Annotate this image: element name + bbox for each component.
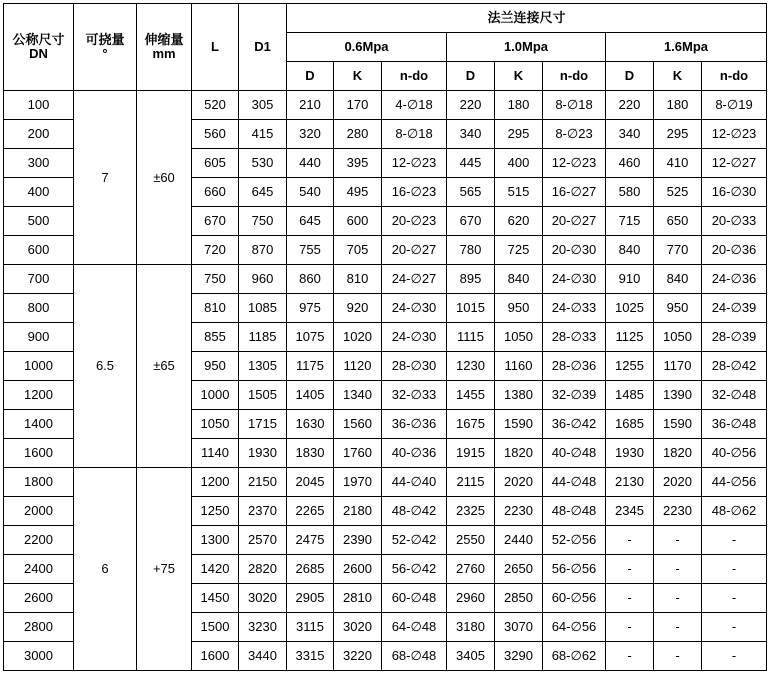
cell-d1: 1930 [239, 439, 287, 468]
cell-ndo-0-6: 16-∅23 [382, 178, 447, 207]
cell-k-1-6: 410 [654, 149, 702, 178]
header-sub-ndo: n-do [543, 62, 606, 91]
cell-k-1-0: 2850 [495, 584, 543, 613]
cell-ndo-1-0: 52-∅56 [543, 526, 606, 555]
cell-ndo-0-6: 20-∅23 [382, 207, 447, 236]
cell-dn: 1600 [4, 439, 74, 468]
cell-k-1-0: 400 [495, 149, 543, 178]
cell-d-1-6: 2345 [606, 497, 654, 526]
cell-l: 520 [192, 91, 239, 120]
header-pressure-1-6: 1.6Mpa [606, 33, 767, 62]
cell-k-1-0: 1380 [495, 381, 543, 410]
cell-d-1-6: 1125 [606, 323, 654, 352]
header-angle-unit: ° [102, 46, 108, 61]
cell-d1: 3230 [239, 613, 287, 642]
cell-dn: 2400 [4, 555, 74, 584]
cell-k-1-0: 840 [495, 265, 543, 294]
cell-k-1-6: 2230 [654, 497, 702, 526]
cell-d1: 2370 [239, 497, 287, 526]
cell-k-1-6: 1590 [654, 410, 702, 439]
cell-d-1-0: 2325 [447, 497, 495, 526]
cell-k-1-6: - [654, 642, 702, 671]
cell-k-1-6: 295 [654, 120, 702, 149]
cell-k-1-0: 515 [495, 178, 543, 207]
cell-d-0-6: 2045 [287, 468, 334, 497]
cell-k-1-0: 1820 [495, 439, 543, 468]
table-row [4, 468, 767, 497]
cell-d1: 1305 [239, 352, 287, 381]
cell-k-1-0: 1160 [495, 352, 543, 381]
cell-d-1-6: 1485 [606, 381, 654, 410]
cell-ndo-0-6: 60-∅48 [382, 584, 447, 613]
cell-d1: 2820 [239, 555, 287, 584]
cell-k-1-6: 650 [654, 207, 702, 236]
cell-ndo-1-0: 64-∅56 [543, 613, 606, 642]
table-row [4, 91, 767, 120]
cell-l: 1200 [192, 468, 239, 497]
cell-ndo-1-0: 28-∅36 [543, 352, 606, 381]
cell-l: 1450 [192, 584, 239, 613]
cell-d-1-0: 340 [447, 120, 495, 149]
cell-l: 660 [192, 178, 239, 207]
cell-d1: 3440 [239, 642, 287, 671]
cell-k-1-6: - [654, 584, 702, 613]
cell-stretch: +75 [137, 468, 192, 671]
cell-l: 1600 [192, 642, 239, 671]
cell-k-1-6: 1170 [654, 352, 702, 381]
header-flange: 法兰连接尺寸 [287, 4, 767, 33]
cell-l: 1140 [192, 439, 239, 468]
cell-d-1-6: 580 [606, 178, 654, 207]
cell-k-1-0: 2020 [495, 468, 543, 497]
cell-l: 720 [192, 236, 239, 265]
cell-dn: 200 [4, 120, 74, 149]
cell-dn: 800 [4, 294, 74, 323]
cell-ndo-1-0: 36-∅42 [543, 410, 606, 439]
cell-dn: 1200 [4, 381, 74, 410]
cell-d-1-0: 445 [447, 149, 495, 178]
cell-dn: 600 [4, 236, 74, 265]
header-sub-k: K [495, 62, 543, 91]
cell-ndo-1-0: 28-∅33 [543, 323, 606, 352]
cell-ndo-1-6: 24-∅36 [702, 265, 767, 294]
header-angle [74, 4, 137, 91]
cell-d-1-0: 2550 [447, 526, 495, 555]
cell-d-1-0: 220 [447, 91, 495, 120]
cell-d-0-6: 2475 [287, 526, 334, 555]
cell-stretch: ±60 [137, 91, 192, 265]
cell-d-1-6: - [606, 526, 654, 555]
cell-d1: 2570 [239, 526, 287, 555]
cell-ndo-1-6: 12-∅27 [702, 149, 767, 178]
cell-ndo-0-6: 32-∅33 [382, 381, 447, 410]
cell-k-1-0: 1590 [495, 410, 543, 439]
cell-ndo-0-6: 68-∅48 [382, 642, 447, 671]
cell-d-1-0: 3405 [447, 642, 495, 671]
cell-angle: 6.5 [74, 265, 137, 468]
cell-ndo-0-6: 64-∅48 [382, 613, 447, 642]
cell-dn: 100 [4, 91, 74, 120]
header-stretch-unit: mm [152, 46, 176, 61]
cell-l: 670 [192, 207, 239, 236]
header-pressure-1-0: 1.0Mpa [447, 33, 606, 62]
cell-ndo-0-6: 24-∅27 [382, 265, 447, 294]
cell-k-0-6: 920 [334, 294, 382, 323]
cell-d-1-0: 3180 [447, 613, 495, 642]
cell-ndo-1-0: 56-∅56 [543, 555, 606, 584]
cell-ndo-1-0: 32-∅39 [543, 381, 606, 410]
header-stretch [137, 4, 192, 91]
cell-d-0-6: 440 [287, 149, 334, 178]
cell-k-1-6: - [654, 613, 702, 642]
cell-ndo-1-6: - [702, 584, 767, 613]
cell-d-1-6: - [606, 642, 654, 671]
cell-d-0-6: 210 [287, 91, 334, 120]
cell-ndo-0-6: 28-∅30 [382, 352, 447, 381]
cell-ndo-0-6: 24-∅30 [382, 323, 447, 352]
cell-k-0-6: 600 [334, 207, 382, 236]
cell-k-1-6: 2020 [654, 468, 702, 497]
cell-k-0-6: 3020 [334, 613, 382, 642]
header-sub-d: D [447, 62, 495, 91]
cell-d-1-0: 670 [447, 207, 495, 236]
cell-ndo-1-6: 12-∅23 [702, 120, 767, 149]
cell-dn: 300 [4, 149, 74, 178]
cell-k-0-6: 3220 [334, 642, 382, 671]
cell-d-1-6: 715 [606, 207, 654, 236]
cell-d-0-6: 320 [287, 120, 334, 149]
cell-d1: 870 [239, 236, 287, 265]
cell-d1: 415 [239, 120, 287, 149]
cell-k-1-0: 2230 [495, 497, 543, 526]
cell-angle: 7 [74, 91, 137, 265]
header-angle-label: 可挠量 [85, 32, 125, 47]
header-dn-label: 公称尺寸 [12, 32, 65, 47]
cell-k-1-0: 295 [495, 120, 543, 149]
cell-k-1-0: 2440 [495, 526, 543, 555]
cell-k-1-0: 950 [495, 294, 543, 323]
cell-k-0-6: 1760 [334, 439, 382, 468]
header-sub-d: D [287, 62, 334, 91]
cell-k-1-6: - [654, 526, 702, 555]
header-l: L [192, 4, 239, 91]
header-row-1 [4, 4, 767, 33]
cell-ndo-1-0: 44-∅48 [543, 468, 606, 497]
cell-k-1-6: 180 [654, 91, 702, 120]
cell-d1: 1715 [239, 410, 287, 439]
cell-stretch: ±65 [137, 265, 192, 468]
cell-d-0-6: 1830 [287, 439, 334, 468]
cell-ndo-1-6: - [702, 555, 767, 584]
cell-d1: 1185 [239, 323, 287, 352]
cell-k-0-6: 810 [334, 265, 382, 294]
cell-d-1-6: 910 [606, 265, 654, 294]
cell-ndo-1-0: 8-∅18 [543, 91, 606, 120]
cell-d1: 645 [239, 178, 287, 207]
cell-ndo-1-0: 20-∅27 [543, 207, 606, 236]
cell-k-0-6: 1560 [334, 410, 382, 439]
cell-d-1-6: 340 [606, 120, 654, 149]
cell-k-0-6: 395 [334, 149, 382, 178]
cell-k-0-6: 1020 [334, 323, 382, 352]
cell-d-1-6: 220 [606, 91, 654, 120]
cell-l: 1420 [192, 555, 239, 584]
cell-d1: 530 [239, 149, 287, 178]
cell-d-0-6: 975 [287, 294, 334, 323]
cell-ndo-0-6: 20-∅27 [382, 236, 447, 265]
cell-d-1-6: 840 [606, 236, 654, 265]
cell-d-0-6: 755 [287, 236, 334, 265]
cell-d1: 305 [239, 91, 287, 120]
cell-l: 605 [192, 149, 239, 178]
cell-k-0-6: 2600 [334, 555, 382, 584]
cell-k-0-6: 1970 [334, 468, 382, 497]
cell-d-1-0: 895 [447, 265, 495, 294]
cell-ndo-1-6: 28-∅39 [702, 323, 767, 352]
cell-d-1-6: 1025 [606, 294, 654, 323]
cell-d-1-0: 1675 [447, 410, 495, 439]
header-d1: D1 [239, 4, 287, 91]
header-sub-ndo: n-do [382, 62, 447, 91]
cell-ndo-0-6: 24-∅30 [382, 294, 447, 323]
cell-k-1-6: 1390 [654, 381, 702, 410]
cell-k-1-0: 1050 [495, 323, 543, 352]
cell-ndo-1-0: 48-∅48 [543, 497, 606, 526]
cell-k-1-6: 525 [654, 178, 702, 207]
cell-d-0-6: 2265 [287, 497, 334, 526]
cell-dn: 2600 [4, 584, 74, 613]
header-dn [4, 4, 74, 91]
cell-dn: 2000 [4, 497, 74, 526]
cell-d-1-0: 2115 [447, 468, 495, 497]
cell-ndo-0-6: 52-∅42 [382, 526, 447, 555]
cell-ndo-1-6: - [702, 526, 767, 555]
cell-k-1-0: 3070 [495, 613, 543, 642]
cell-ndo-0-6: 44-∅40 [382, 468, 447, 497]
cell-ndo-0-6: 12-∅23 [382, 149, 447, 178]
cell-dn: 1000 [4, 352, 74, 381]
cell-dn: 500 [4, 207, 74, 236]
cell-ndo-1-6: 44-∅56 [702, 468, 767, 497]
cell-k-1-0: 2650 [495, 555, 543, 584]
cell-dn: 900 [4, 323, 74, 352]
cell-d-0-6: 1075 [287, 323, 334, 352]
cell-k-0-6: 705 [334, 236, 382, 265]
cell-d-1-0: 1115 [447, 323, 495, 352]
cell-dn: 1800 [4, 468, 74, 497]
cell-dn: 700 [4, 265, 74, 294]
cell-d-0-6: 3115 [287, 613, 334, 642]
cell-dn: 1400 [4, 410, 74, 439]
cell-d-1-6: 1930 [606, 439, 654, 468]
cell-ndo-1-0: 16-∅27 [543, 178, 606, 207]
cell-ndo-1-0: 24-∅33 [543, 294, 606, 323]
cell-ndo-1-0: 24-∅30 [543, 265, 606, 294]
header-sub-k: K [654, 62, 702, 91]
cell-d-1-0: 565 [447, 178, 495, 207]
cell-k-1-6: 770 [654, 236, 702, 265]
cell-ndo-1-6: 20-∅36 [702, 236, 767, 265]
cell-d-1-0: 1230 [447, 352, 495, 381]
cell-k-1-0: 725 [495, 236, 543, 265]
cell-ndo-0-6: 40-∅36 [382, 439, 447, 468]
cell-k-0-6: 1340 [334, 381, 382, 410]
cell-d-1-6: 1685 [606, 410, 654, 439]
cell-d-1-0: 1015 [447, 294, 495, 323]
cell-ndo-1-6: 40-∅56 [702, 439, 767, 468]
cell-dn: 400 [4, 178, 74, 207]
cell-d1: 1085 [239, 294, 287, 323]
cell-k-1-6: 840 [654, 265, 702, 294]
cell-d-1-6: 460 [606, 149, 654, 178]
cell-ndo-0-6: 56-∅42 [382, 555, 447, 584]
cell-d1: 3020 [239, 584, 287, 613]
cell-d-1-0: 780 [447, 236, 495, 265]
cell-ndo-1-6: - [702, 613, 767, 642]
cell-d-1-6: - [606, 555, 654, 584]
cell-d-0-6: 645 [287, 207, 334, 236]
header-sub-k: K [334, 62, 382, 91]
header-sub-d: D [606, 62, 654, 91]
cell-k-0-6: 1120 [334, 352, 382, 381]
cell-ndo-1-6: 8-∅19 [702, 91, 767, 120]
cell-l: 950 [192, 352, 239, 381]
cell-ndo-1-0: 8-∅23 [543, 120, 606, 149]
cell-l: 750 [192, 265, 239, 294]
cell-l: 1000 [192, 381, 239, 410]
cell-angle: 6 [74, 468, 137, 671]
cell-ndo-1-0: 60-∅56 [543, 584, 606, 613]
cell-k-1-6: 950 [654, 294, 702, 323]
cell-k-1-0: 180 [495, 91, 543, 120]
flange-spec-table [3, 3, 767, 671]
cell-l: 1250 [192, 497, 239, 526]
cell-d-0-6: 2685 [287, 555, 334, 584]
cell-l: 855 [192, 323, 239, 352]
cell-dn: 2800 [4, 613, 74, 642]
cell-ndo-1-6: 36-∅48 [702, 410, 767, 439]
cell-d-0-6: 1405 [287, 381, 334, 410]
table-row [4, 265, 767, 294]
cell-d-1-6: - [606, 613, 654, 642]
cell-d-1-6: 1255 [606, 352, 654, 381]
cell-k-0-6: 2810 [334, 584, 382, 613]
header-stretch-label: 伸缩量 [144, 32, 184, 47]
cell-d1: 2150 [239, 468, 287, 497]
cell-d-1-0: 2960 [447, 584, 495, 613]
cell-ndo-1-0: 20-∅30 [543, 236, 606, 265]
cell-dn: 3000 [4, 642, 74, 671]
cell-k-1-6: 1050 [654, 323, 702, 352]
cell-l: 1500 [192, 613, 239, 642]
cell-d-0-6: 860 [287, 265, 334, 294]
cell-ndo-1-6: 24-∅39 [702, 294, 767, 323]
cell-d-1-0: 1455 [447, 381, 495, 410]
cell-dn: 2200 [4, 526, 74, 555]
cell-d-0-6: 1630 [287, 410, 334, 439]
cell-ndo-0-6: 36-∅36 [382, 410, 447, 439]
cell-ndo-1-0: 68-∅62 [543, 642, 606, 671]
cell-ndo-1-6: - [702, 642, 767, 671]
header-pressure-0-6: 0.6Mpa [287, 33, 447, 62]
cell-d-1-0: 2760 [447, 555, 495, 584]
cell-d-0-6: 3315 [287, 642, 334, 671]
cell-l: 1300 [192, 526, 239, 555]
cell-k-1-6: 1820 [654, 439, 702, 468]
cell-ndo-1-6: 16-∅30 [702, 178, 767, 207]
cell-ndo-1-0: 12-∅23 [543, 149, 606, 178]
cell-k-0-6: 2180 [334, 497, 382, 526]
header-dn-unit: DN [29, 46, 48, 61]
cell-d-0-6: 2905 [287, 584, 334, 613]
cell-d-0-6: 1175 [287, 352, 334, 381]
cell-k-0-6: 280 [334, 120, 382, 149]
cell-k-0-6: 495 [334, 178, 382, 207]
cell-ndo-1-6: 28-∅42 [702, 352, 767, 381]
cell-l: 810 [192, 294, 239, 323]
cell-d-1-0: 1915 [447, 439, 495, 468]
cell-d1: 960 [239, 265, 287, 294]
cell-k-0-6: 2390 [334, 526, 382, 555]
cell-d1: 750 [239, 207, 287, 236]
cell-d-1-6: - [606, 584, 654, 613]
cell-l: 1050 [192, 410, 239, 439]
cell-k-0-6: 170 [334, 91, 382, 120]
cell-d1: 1505 [239, 381, 287, 410]
cell-ndo-0-6: 48-∅42 [382, 497, 447, 526]
header-sub-ndo: n-do [702, 62, 767, 91]
cell-k-1-0: 3290 [495, 642, 543, 671]
cell-ndo-1-6: 20-∅33 [702, 207, 767, 236]
cell-ndo-0-6: 8-∅18 [382, 120, 447, 149]
cell-l: 560 [192, 120, 239, 149]
cell-ndo-0-6: 4-∅18 [382, 91, 447, 120]
cell-d-1-6: 2130 [606, 468, 654, 497]
cell-ndo-1-0: 40-∅48 [543, 439, 606, 468]
cell-ndo-1-6: 48-∅62 [702, 497, 767, 526]
cell-ndo-1-6: 32-∅48 [702, 381, 767, 410]
cell-d-0-6: 540 [287, 178, 334, 207]
cell-k-1-0: 620 [495, 207, 543, 236]
cell-k-1-6: - [654, 555, 702, 584]
